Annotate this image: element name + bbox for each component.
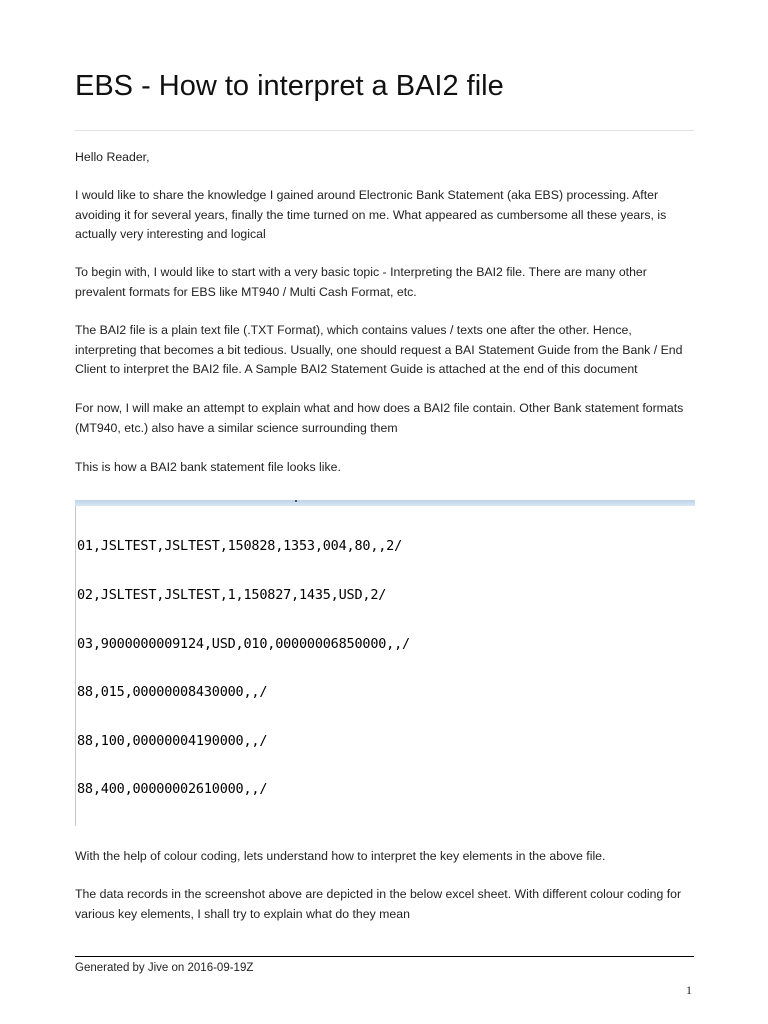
paragraph-topic: To begin with, I would like to start with a very basic topic - Interpreting the BAI2 file. There are many other prevalent formats for EBS like MT940 / Multi Cash Format, etc. xyxy=(75,265,647,299)
bai2-record-line: 88,015,00000008430000,,/ xyxy=(77,684,268,701)
bai2-record-list xyxy=(77,506,553,826)
bai2-file-screenshot xyxy=(75,500,695,826)
bai2-record-line: 88,400,00000002610000,,/ xyxy=(77,781,268,798)
paragraph-bai2-description: The BAI2 file is a plain text file (.TXT Format), which contains values / texts one after the other. Hence, interpreting that becomes a bit tedious. Usually, one should request a BAI Statement Guide from the Bank / End Client to interpret the BAI2 file. A Sample BAI2 Statement Guide is attached at the end of this document xyxy=(75,323,683,376)
page-number: 1 xyxy=(686,983,692,997)
bai2-record-line: 02,JSLTEST,JSLTEST,1,150827,1435,USD,2/ xyxy=(77,587,387,603)
footer-divider xyxy=(75,956,694,957)
paragraph-colour-coding: With the help of colour coding, lets understand how to interpret the key elements in the above file. xyxy=(75,849,606,863)
title-divider xyxy=(75,130,694,131)
paragraph-intro: I would like to share the knowledge I gained around Electronic Bank Statement (aka EBS) processing. After avoiding it for several years, finally the time turned on me. What appeared as cumbersome all these years, is actually very interesting and logical xyxy=(75,188,667,241)
paragraph-explanation: For now, I will make an attempt to explain what and how does a BAI2 file contain. Other Bank statement formats (MT940, etc.) also have a similar science surrounding them xyxy=(75,401,684,435)
bai2-record-line: 88,100,00000004190000,,/ xyxy=(77,732,268,749)
screenshot-marker-dot xyxy=(295,500,297,502)
bai2-record-line: 03,9000000009124,USD,010,00000006850000,,/ xyxy=(77,635,410,652)
bai2-record-line: 01,JSLTEST,JSLTEST,150828,1353,004,80,,2/ xyxy=(77,538,403,555)
paragraph-excel-sheet: The data records in the screenshot above are depicted in the below excel sheet. With different colour coding for various key elements, I shall try to explain what do they mean xyxy=(75,887,682,921)
footer-generated-text: Generated by Jive on 2016-09-19Z xyxy=(75,962,254,974)
paragraph-greeting: Hello Reader, xyxy=(75,150,150,164)
screenshot-left-border xyxy=(75,506,76,826)
paragraph-file-intro: This is how a BAI2 bank statement file looks like. xyxy=(75,460,341,474)
document-title: EBS - How to interpret a BAI2 file xyxy=(75,70,504,102)
